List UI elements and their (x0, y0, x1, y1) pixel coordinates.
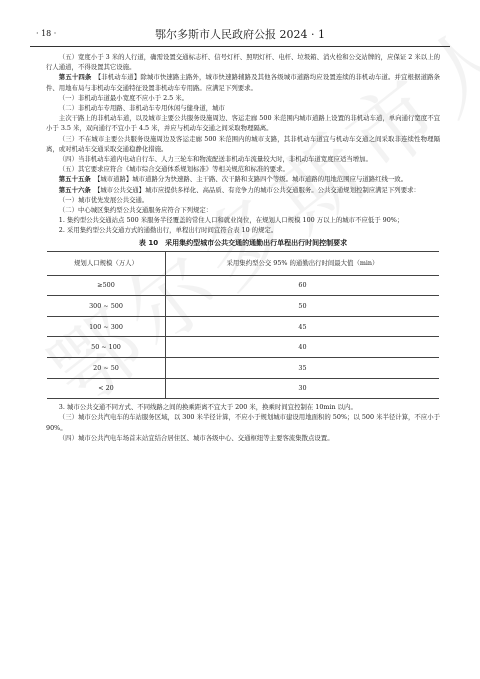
paragraph-text: 【城市道路】城市道路分为快速路、主干路、次干路和支路四个等级。城市道路的用地范围应与道路红线一致。 (97, 175, 408, 184)
paragraph (46, 52, 440, 72)
population-cell: 50 ~ 100 (47, 337, 166, 358)
paragraph-text: 【城市公共交通】城市应提供多样化、高品质、有竞争力的城市公共交通服务。公共交通规划控制应满足下列要求： (97, 185, 420, 194)
table-row (47, 275, 439, 296)
population-cell: ≥500 (47, 275, 166, 296)
population-cell: 100 ~ 300 (47, 316, 166, 337)
paragraph-text: （三）城市公共汽电车的车站服务区域，以 300 米半径计算，不应小于规划城市建设用地面积的 50%；以 500 米半径计算，不应小于 90%。 (46, 413, 440, 432)
paragraph-text: 【非机动车道】除城市快速路主路外，城市快速路辅路及其他各级城市道路均应设置连续的非机动车道。并宜根据道路条件、用地布局与非机动车交通特征设置非机动车专用路。应满足下列要求。 (46, 73, 441, 92)
paragraph (46, 402, 440, 412)
article-number: 第五十五条 (58, 175, 91, 184)
paragraph (46, 154, 440, 164)
paragraph-text: （四）城市公共汽电车场首末站宜结合居住区、城市各级中心、交通枢纽等主要客流集散点设置。 (58, 433, 334, 442)
table-caption: 表 10 采用集约型城市公共交通的通勤出行单程出行时间控制要求 (138, 238, 348, 247)
table-row (47, 378, 439, 399)
paragraph (46, 225, 440, 235)
paragraph-text: （三）不在城市主要公共服务设施周边及客运走廊 500 米范围内的城市支路，其非机动车道宜与机动车交通之间采取非连续性物理隔离，或对机动车交通采取交通稳静化措施。 (46, 134, 440, 153)
document-body (46, 52, 440, 443)
paragraph (46, 185, 440, 195)
commute-time-cell: 45 (166, 316, 440, 337)
commute-time-cell: 30 (166, 378, 440, 399)
paragraph-text: 1. 集约型公共交通站点 500 米服务半径覆盖的常住人口和就业岗位，在规划人口规模 100 万以上的城市不应低于 90%； (58, 216, 404, 225)
paragraph-text: （四）当非机动车道内电动自行车、人力三轮车和物流配送非机动车流量较大时，非机动车道宽度应适当增加。 (58, 155, 372, 164)
table-row (47, 316, 439, 337)
population-cell: 300 ~ 500 (47, 296, 166, 317)
paragraph (46, 433, 440, 443)
commute-time-cell: 40 (166, 337, 440, 358)
commute-time-cell: 35 (166, 358, 440, 379)
paragraph-text: 3. 城市公共交通不同方式、不同线路之间的换乘距离不宜大于 200 米，换乘时间宜控制在 10min 以内。 (58, 403, 357, 412)
paragraphs-after-table (46, 402, 440, 443)
paragraph-text: （一）城市优先发展公共交通。 (58, 195, 149, 204)
paragraph-text: （五）其它要求应符合《城市综合交通体系规划标准》等相关规范和标准的要求。 (58, 165, 289, 174)
paragraph (46, 174, 440, 184)
table-row (47, 358, 439, 379)
population-cell: < 20 (47, 378, 166, 399)
paragraph-text: 主次干路上的非机动车道，以及城市主要公共服务设施周边、客运走廊 500 米范围内城市道路上设置的非机动车道，单向通行宽度不宜小于 3.5 米，双向通行不宜小于 4.5 米，并应与机动车交通之间采取物理隔离。 (46, 114, 440, 133)
page-number: · 18 · (36, 29, 57, 38)
journal-title: 鄂尔多斯市人民政府公报 2024 · 1 (155, 28, 325, 41)
paragraph-text: （一）非机动车道最小宽度不应小于 2.5 米。 (58, 93, 189, 102)
page-header (30, 24, 450, 47)
article-number: 第五十四条 (58, 73, 92, 82)
table-header-row (47, 251, 439, 275)
commute-time-cell: 50 (166, 296, 440, 317)
table-body (47, 275, 439, 399)
paragraph-text: （二）非机动车专用路、非机动车专用休闲与健身道，城市 (58, 104, 225, 113)
paragraph-text: （二）中心城区集约型公共交通服务应符合下列规定： (58, 206, 213, 215)
paragraph (46, 195, 440, 205)
table-row (47, 296, 439, 317)
commute-time-table (47, 251, 439, 400)
table-header-population: 规划人口规模（万人） (47, 251, 166, 275)
paragraph (46, 412, 440, 432)
paragraph (46, 113, 440, 133)
commute-time-cell: 60 (166, 275, 440, 296)
paragraph (46, 164, 440, 174)
paragraph-text: （五）宽度小于 3 米的人行道，确需设置交通标志杆、信号灯杆、照明灯杆、电杆、垃圾箱、消火栓和公交站牌的，应保证 2 米以上的行人通道，不得设置其它设施。 (46, 53, 440, 72)
paragraph-text: 2. 采用集约型公共交通方式的通勤出行，单程出行时间宜符合表 10 的规定。 (58, 226, 278, 235)
table-row (47, 337, 439, 358)
population-cell: 20 ~ 50 (47, 358, 166, 379)
paragraph (46, 205, 440, 215)
paragraph (46, 72, 440, 92)
paragraph (46, 103, 440, 113)
paragraph (46, 134, 440, 154)
paragraph (46, 93, 440, 103)
table-header-commute-time: 采用集约型公交 95% 的通勤出行时间最大值（min） (166, 251, 440, 275)
article-number: 第五十六条 (58, 185, 91, 194)
paragraph (46, 215, 440, 225)
paragraphs-before-table (46, 52, 440, 236)
